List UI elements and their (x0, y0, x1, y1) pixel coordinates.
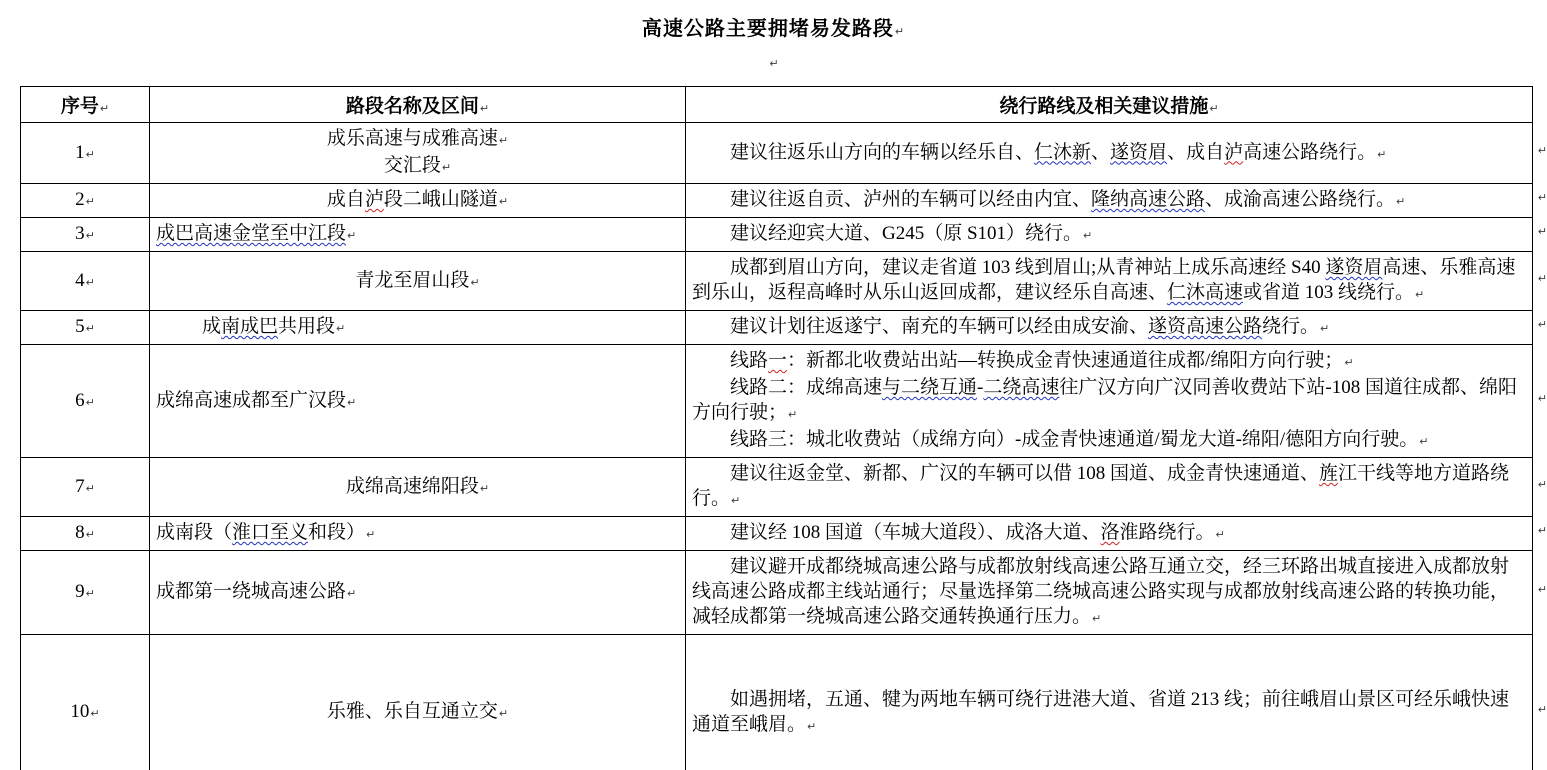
paragraph (156, 474, 679, 501)
row-number: 4 (75, 269, 85, 291)
paragraph (202, 314, 679, 341)
text-segment: 成乐高速与成雅高速 (326, 128, 498, 149)
table-row (21, 123, 1533, 184)
text-segment: 洛 (1100, 522, 1120, 543)
text-segment: 淮路绕行。 (1119, 522, 1215, 543)
table-row (21, 184, 1533, 218)
paragraph-mark-icon: ↵ (479, 102, 490, 115)
text-segment: 或省道 103 线绕行。 (1243, 282, 1415, 303)
paragraph-mark-icon: ↵ (1083, 229, 1093, 242)
paragraph-mark-icon: ↵ (85, 528, 95, 541)
document-title (0, 0, 1547, 40)
row-end-mark-icon: ↵ (1537, 477, 1547, 491)
paragraph-mark-icon: ↵ (731, 494, 741, 507)
cell-row-number (21, 218, 150, 252)
cell-section-name (150, 252, 686, 311)
row-end-mark-icon: ↵ (1537, 191, 1547, 204)
paragraph-mark-icon: ↵ (1209, 102, 1219, 115)
cell-section-name (150, 517, 686, 551)
text-segment: 与二绕互通 (882, 377, 978, 398)
text-segment: 仁沐新 (1034, 141, 1092, 163)
text-segment: 建议往返自贡、泸州的车辆可以经由内宜、 (730, 189, 1092, 210)
text-segment: 泸 (1224, 141, 1244, 163)
paragraph-mark-icon: ↵ (788, 408, 798, 421)
cell-detour-advice (686, 551, 1533, 635)
row-number: 3 (75, 223, 85, 244)
cell-detour-advice (686, 252, 1533, 311)
table-row (21, 458, 1533, 517)
row-number: 6 (75, 389, 85, 411)
cell-detour-advice (686, 123, 1533, 184)
text-segment: 成绵高速绵阳段 (345, 475, 479, 497)
text-segment: 成自 (326, 189, 365, 210)
paragraph-mark-icon: ↵ (347, 229, 357, 242)
paragraph-mark-icon: ↵ (894, 25, 906, 38)
table-row (21, 311, 1533, 345)
text-segment: 往广汉方向广汉同善收费站下站-108 国道往成都、绵阳方向行驶； (692, 377, 1517, 423)
text-segment: 和段） (308, 522, 366, 543)
text-segment: 线路三：城北收费站（成绵方向）-成金青快速通道/蜀龙大道-绵阳/德阳方向行驶。 (730, 429, 1419, 450)
text-segment: 南成巴 (221, 316, 279, 337)
text-segment: 隆纳高速公路 (1091, 189, 1206, 210)
paragraph (156, 221, 679, 248)
text-segment: 建议计划往返遂宁、南充的车辆可以经由成安渝、 (730, 316, 1149, 337)
paragraph (692, 554, 1526, 631)
paragraph-mark-icon: ↵ (1377, 147, 1387, 161)
title-text: 高速公路主要拥堵易发路段 (641, 18, 894, 40)
paragraph (692, 140, 1526, 167)
congestion-table (20, 86, 1533, 770)
row-number: 8 (75, 522, 85, 543)
paragraph-mark-icon: ↵ (498, 707, 509, 720)
cell-section-name (150, 635, 686, 770)
row-number: 9 (75, 581, 85, 602)
paragraph-mark-icon: ↵ (85, 587, 95, 600)
table-row (21, 252, 1533, 311)
text-segment: 建议往返金堂、新都、广汉的车辆可以借 108 国道、成金青快速通道、 (730, 463, 1320, 484)
text-segment: 遂资高速公路 (1148, 316, 1263, 337)
row-end-mark-icon: ↵ (1537, 271, 1547, 285)
header-row (21, 87, 1533, 123)
table-wrap (20, 86, 1547, 770)
table-row (21, 551, 1533, 635)
paragraph-mark-icon: ↵ (498, 134, 509, 147)
text-segment: 遂资眉 (1325, 257, 1383, 278)
text-segment: 线路二：成绵高速 (730, 377, 883, 398)
table-row (21, 635, 1533, 770)
cell-detour-advice (686, 218, 1533, 252)
text-segment: 、成自 (1167, 141, 1225, 163)
text-segment: 青龙至眉山段 (355, 269, 470, 291)
table-header (21, 87, 1533, 123)
row-number: 1 (75, 141, 85, 163)
text-segment: 成都第一绕城高速公路 (156, 581, 347, 602)
header-cell-detour (686, 87, 1533, 123)
row-number: 7 (75, 475, 85, 497)
header-label: 序号 (60, 96, 99, 117)
paragraph (156, 268, 679, 295)
text-segment: 高速公路绕行。 (1243, 141, 1377, 163)
cell-section-name (150, 458, 686, 517)
paragraph (692, 427, 1526, 454)
paragraph (156, 579, 679, 606)
row-end-mark-icon: ↵ (1537, 225, 1547, 238)
text-segment: 成 (202, 316, 222, 337)
header-cell-number (21, 87, 150, 123)
cell-detour-advice (686, 311, 1533, 345)
text-segment: 仁沐高速 (1167, 282, 1244, 303)
cell-row-number (21, 345, 150, 458)
paragraph (692, 461, 1526, 513)
header-cell-section (150, 87, 686, 123)
row-end-mark-icon: ↵ (1537, 524, 1547, 537)
empty-paragraph (0, 40, 1547, 86)
paragraph-mark-icon: ↵ (85, 395, 95, 409)
cell-detour-advice (686, 517, 1533, 551)
table-body (21, 123, 1533, 770)
paragraph (156, 520, 679, 547)
paragraph (692, 221, 1526, 248)
paragraph-mark-icon: ↵ (1320, 322, 1330, 335)
text-segment: 共用段 (278, 316, 336, 337)
text-segment: 成南段（ (156, 522, 233, 543)
cell-row-number (21, 517, 150, 551)
cell-detour-advice (686, 184, 1533, 218)
text-segment: 成巴高速金堂至中江段 (156, 223, 347, 244)
cell-row-number (21, 184, 150, 218)
paragraph (156, 699, 679, 726)
text-segment: 如遇拥堵，五通、犍为两地车辆可绕行进港大道、省道 213 线；前往峨眉山景区可经乐峨快速通道至峨眉。 (692, 688, 1510, 735)
text-segment: 成绵高速成都至广汉段 (156, 389, 347, 411)
text-segment: 线路 (730, 350, 769, 371)
text-segment: 、 (1091, 141, 1111, 163)
paragraph (692, 187, 1526, 214)
paragraph (156, 153, 679, 180)
text-segment: 建议往返乐山方向的车辆以经乐自、 (730, 141, 1035, 163)
paragraph (156, 126, 679, 153)
paragraph-mark-icon: ↵ (441, 161, 452, 174)
paragraph-mark-icon: ↵ (336, 322, 346, 335)
paragraph-mark-icon: ↵ (85, 147, 95, 161)
table-row (21, 345, 1533, 458)
paragraph (156, 187, 679, 214)
paragraph-mark-icon: ↵ (1215, 528, 1225, 541)
paragraph-mark-icon: ↵ (479, 481, 490, 495)
cell-detour-advice (686, 458, 1533, 517)
cell-section-name (150, 345, 686, 458)
text-segment: 建议经迎宾大道、G245（原 S101）绕行。 (730, 223, 1083, 244)
text-segment: 成都到眉山方向，建议走省道 103 线到眉山;从青神站上成乐高速经 S40 (730, 257, 1326, 278)
paragraph-mark-icon: ↵ (1415, 288, 1425, 301)
text-segment: 、成渝高速公路绕行。 (1205, 189, 1396, 210)
paragraph-mark-icon: ↵ (347, 395, 357, 409)
table-row (21, 218, 1533, 252)
paragraph-mark-icon: ↵ (85, 481, 95, 495)
cell-section-name (150, 123, 686, 184)
cell-detour-advice (686, 635, 1533, 770)
paragraph-mark-icon: ↵ (99, 102, 110, 115)
paragraph-mark-icon: ↵ (1396, 195, 1406, 208)
text-segment: 段二峨山隧道 (383, 189, 498, 210)
paragraph-mark-icon: ↵ (1092, 612, 1102, 625)
cell-section-name (150, 184, 686, 218)
paragraph-mark-icon: ↵ (90, 707, 100, 720)
paragraph (692, 314, 1526, 341)
text-segment: 江干线等地方道路绕行。 (692, 463, 1510, 509)
paragraph-mark-icon: ↵ (1419, 435, 1429, 448)
paragraph-mark-icon: ↵ (470, 275, 480, 289)
text-segment: 泸 (364, 189, 384, 210)
text-segment: 高速、乐雅高速到乐山，返程高峰时从乐山返回成都，建议经乐自高速、 (692, 257, 1516, 303)
row-end-mark-icon: ↵ (1537, 143, 1547, 157)
row-number: 10 (70, 701, 90, 722)
text-segment: 建议避开成都绕城高速公路与成都放射线高速公路互通立交，经三环路出城直接进入成都放射线高速公路成都主线站通行；尽量选择第二绕城高速公路实现与成都放射线高速公路的转换功能，减轻成都第一绕城高速公路交通转换通行压力。 (692, 556, 1510, 627)
text-segment: 一 (768, 350, 788, 371)
paragraph (692, 348, 1526, 375)
row-end-mark-icon: ↵ (1537, 583, 1547, 596)
header-label: 路段名称及区间 (345, 96, 479, 117)
text-segment: 旌 (1319, 463, 1339, 484)
paragraph-mark-icon: ↵ (1344, 356, 1354, 369)
text-segment: 遂资眉 (1110, 141, 1168, 163)
paragraph-mark-icon: ↵ (769, 57, 779, 70)
text-segment: 交汇段 (383, 155, 441, 176)
text-segment: ：新都北收费站出站—转换成金青快速通道往成都/绵阳方向行驶； (787, 350, 1344, 371)
text-segment: 乐雅、乐自互通立交 (326, 701, 498, 722)
cell-row-number (21, 252, 150, 311)
row-number: 2 (75, 189, 85, 210)
cell-row-number (21, 311, 150, 345)
text-segment: 绕行。 (1262, 316, 1320, 337)
text-segment: - (977, 377, 984, 398)
text-segment: 二绕高速 (983, 377, 1060, 398)
paragraph (692, 255, 1526, 307)
cell-row-number (21, 123, 150, 184)
paragraph-mark-icon: ↵ (85, 195, 95, 208)
cell-row-number (21, 551, 150, 635)
row-end-mark-icon: ↵ (1537, 391, 1547, 405)
paragraph (692, 520, 1526, 547)
cell-detour-advice (686, 345, 1533, 458)
text-segment: 淮口至义 (232, 522, 309, 543)
paragraph (156, 388, 679, 415)
paragraph-mark-icon: ↵ (498, 195, 509, 208)
cell-section-name (150, 218, 686, 252)
row-end-mark-icon: ↵ (1537, 318, 1547, 331)
paragraph-mark-icon: ↵ (85, 229, 95, 242)
row-end-mark-icon: ↵ (1537, 703, 1547, 716)
cell-section-name (150, 311, 686, 345)
paragraph (692, 375, 1526, 427)
text-segment: 建议经 108 国道（车城大道段）、成洛大道、 (730, 522, 1101, 543)
cell-row-number (21, 635, 150, 770)
paragraph-mark-icon: ↵ (85, 322, 95, 335)
paragraph-mark-icon: ↵ (366, 528, 376, 541)
paragraph-mark-icon: ↵ (807, 719, 817, 733)
row-number: 5 (75, 316, 85, 337)
paragraph-mark-icon: ↵ (347, 587, 357, 600)
paragraph-mark-icon: ↵ (85, 275, 95, 289)
cell-section-name (150, 551, 686, 635)
header-label: 绕行路线及相关建议措施 (999, 96, 1209, 117)
table-row (21, 517, 1533, 551)
paragraph (692, 687, 1526, 739)
cell-row-number (21, 458, 150, 517)
